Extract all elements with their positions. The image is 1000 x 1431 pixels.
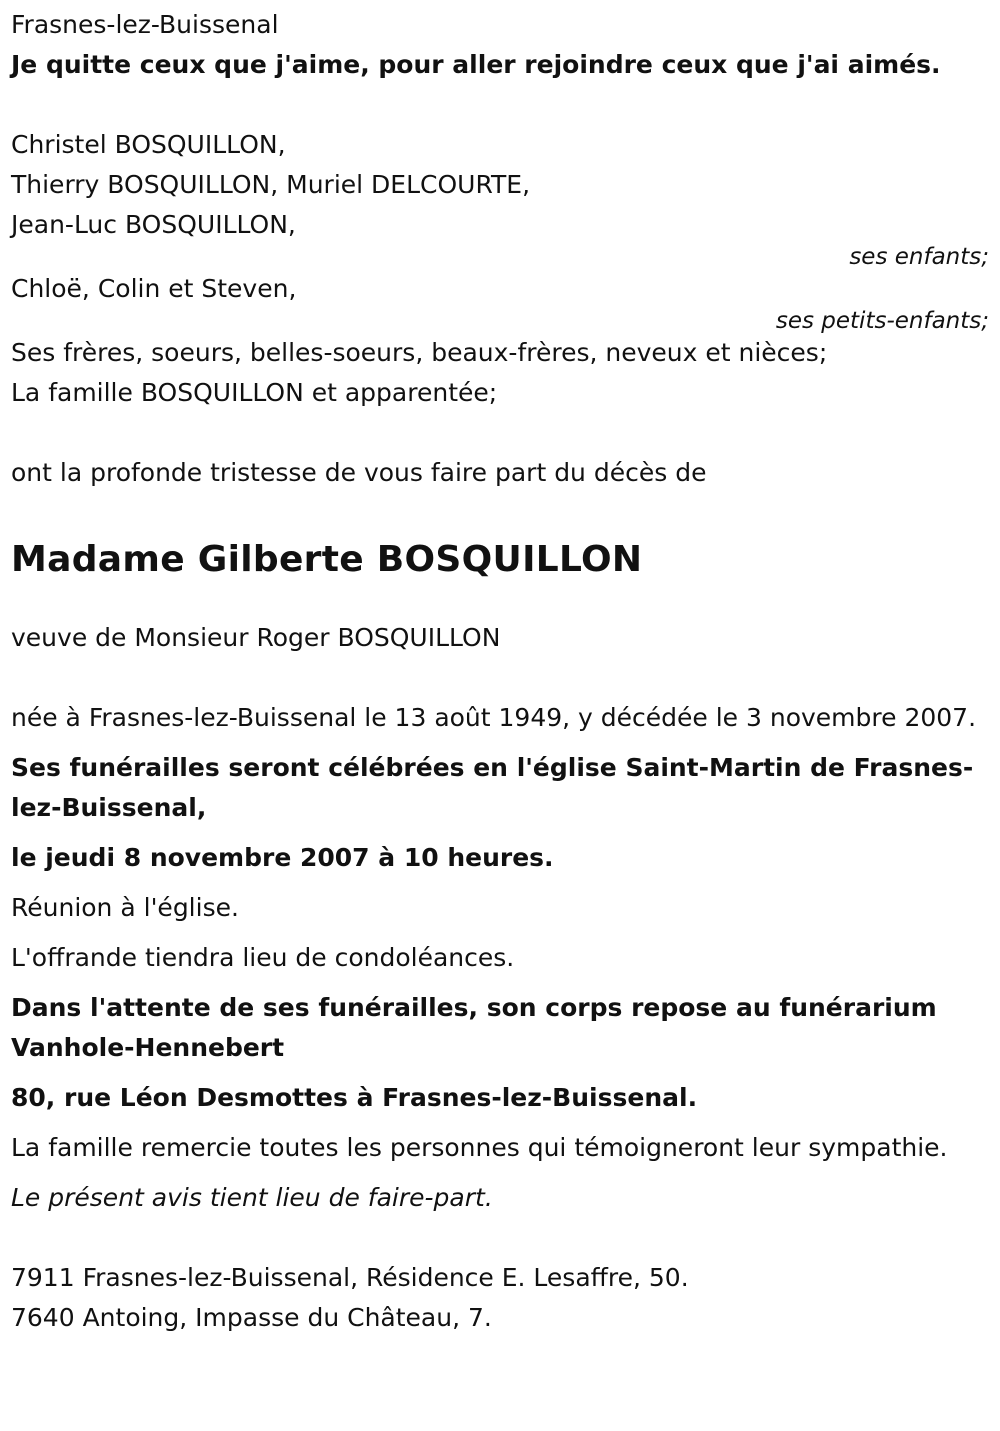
funerarium-text: Dans l'attente de ses funérailles, son corps repose au funérarium Vanhole-Hennebert — [11, 993, 937, 1062]
birth-death-text: née à Frasnes-lez-Buissenal le 13 août 1949, y décédée le 3 novembre 2007. — [11, 703, 977, 732]
thanks-text: La famille remercie toutes les personnes qui témoigneront leur sympathie. — [11, 1133, 948, 1162]
grandchildren-line: Chloë, Colin et Steven, — [11, 274, 297, 303]
address-list — [11, 1258, 989, 1338]
child-line: Thierry BOSQUILLON, Muriel DELCOURTE, — [11, 170, 531, 199]
children-role: ses enfants; — [849, 244, 989, 270]
notice-text: Le présent avis tient lieu de faire-part. — [11, 1183, 493, 1212]
offering-text: L'offrande tiendra lieu de condoléances. — [11, 943, 515, 972]
siblings-line: Ses frères, soeurs, belles-soeurs, beaux-frères, neveux et nièces; — [11, 338, 828, 367]
funeral-church: Ses funérailles seront célébrées en l'église Saint-Martin de Frasnes-lez-Buissenal, — [11, 753, 974, 822]
grandchildren-role: ses petits-enfants; — [775, 308, 989, 334]
widow-of-line: veuve de Monsieur Roger BOSQUILLON — [11, 623, 501, 652]
address-line: 7640 Antoing, Impasse du Château, 7. — [11, 1303, 492, 1332]
relatives-line: La famille BOSQUILLON et apparentée; — [11, 378, 498, 407]
funeral-datetime: le jeudi 8 novembre 2007 à 10 heures. — [11, 843, 554, 872]
deceased-name: Madame Gilberte BOSQUILLON — [11, 539, 643, 580]
header-place: Frasnes-lez-Buissenal — [11, 10, 279, 39]
family-list — [11, 125, 989, 413]
announcement-text: ont la profonde tristesse de vous faire part du décès de — [11, 458, 707, 487]
address-line: 7911 Frasnes-lez-Buissenal, Résidence E. Lesaffre, 50. — [11, 1263, 689, 1292]
child-line: Christel BOSQUILLON, — [11, 130, 286, 159]
child-line: Jean-Luc BOSQUILLON, — [11, 210, 296, 239]
death-notice — [11, 5, 989, 1338]
funerarium-address: 80, rue Léon Desmottes à Frasnes-lez-Buissenal. — [11, 1083, 698, 1112]
meeting-text: Réunion à l'église. — [11, 893, 239, 922]
header-quote: Je quitte ceux que j'aime, pour aller rejoindre ceux que j'ai aimés. — [11, 50, 941, 79]
